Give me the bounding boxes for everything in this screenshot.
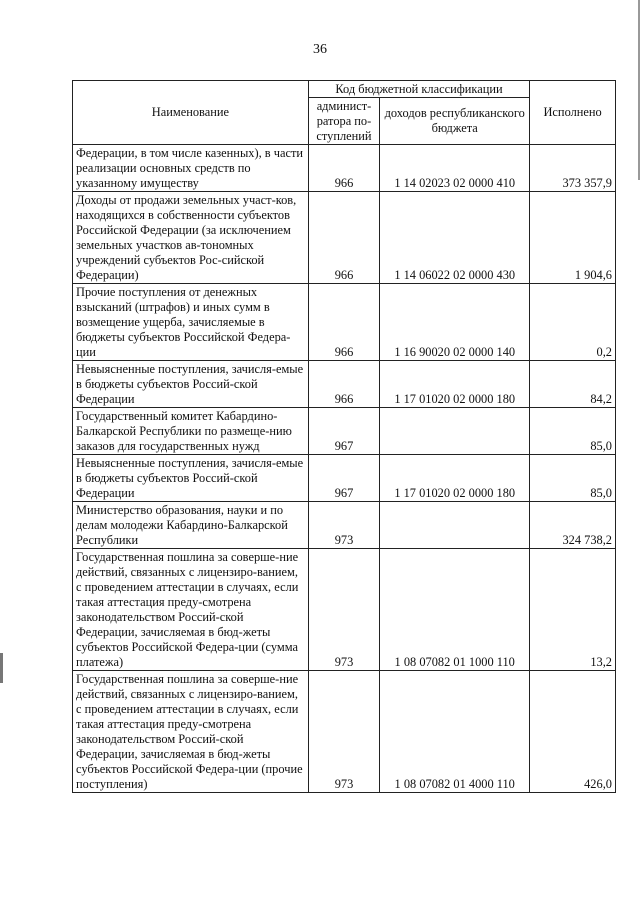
row-income-code — [380, 502, 530, 549]
row-name: Министерство образования, науки и по делам молодежи Кабардино-Балкарской Республики — [73, 502, 309, 549]
row-admin-code: 966 — [308, 145, 379, 192]
budget-table — [72, 80, 616, 793]
table-row — [73, 361, 616, 408]
row-name: Невыясненные поступления, зачисля-емые в бюджеты субъектов Россий-ской Федерации — [73, 455, 309, 502]
row-executed: 13,2 — [530, 549, 616, 671]
row-admin-code: 967 — [308, 408, 379, 455]
table-row — [73, 192, 616, 284]
row-executed: 324 738,2 — [530, 502, 616, 549]
row-income-code: 1 16 90020 02 0000 140 — [380, 284, 530, 361]
row-admin-code: 973 — [308, 671, 379, 793]
page-number: 36 — [313, 42, 327, 57]
table-row — [73, 408, 616, 455]
row-income-code: 1 17 01020 02 0000 180 — [380, 455, 530, 502]
header-name: Наименование — [73, 81, 309, 145]
row-admin-code: 973 — [308, 502, 379, 549]
row-admin-code: 966 — [308, 361, 379, 408]
header-classification-group: Код бюджетной классификации — [308, 81, 529, 98]
row-income-code: 1 17 01020 02 0000 180 — [380, 361, 530, 408]
table-row — [73, 671, 616, 793]
row-name: Федерации, в том числе казенных), в части реализации основных средств по указанному имуществу — [73, 145, 309, 192]
header-executed: Исполнено — [530, 81, 616, 145]
table-row — [73, 145, 616, 192]
row-name: Невыясненные поступления, зачисля-емые в бюджеты субъектов Россий-ской Федерации — [73, 361, 309, 408]
row-income-code: 1 08 07082 01 1000 110 — [380, 549, 530, 671]
row-admin-code: 967 — [308, 455, 379, 502]
row-executed: 0,2 — [530, 284, 616, 361]
header-admin: админист-ратора по-ступлений — [308, 98, 379, 145]
row-admin-code: 966 — [308, 192, 379, 284]
row-income-code: 1 14 06022 02 0000 430 — [380, 192, 530, 284]
table-row — [73, 549, 616, 671]
row-admin-code: 973 — [308, 549, 379, 671]
table-row — [73, 284, 616, 361]
row-executed: 85,0 — [530, 408, 616, 455]
row-income-code: 1 14 02023 02 0000 410 — [380, 145, 530, 192]
row-executed: 84,2 — [530, 361, 616, 408]
header-code: доходов республиканского бюджета — [380, 98, 530, 145]
row-executed: 426,0 — [530, 671, 616, 793]
row-name: Государственная пошлина за соверше-ние действий, связанных с лицензиро-ванием, с проведением аттестации в случаях, если такая аттестация преду-смотрена законодательством Россий-ской Федерации, зачисляемая в бюд-жеты субъектов Российской Федера-ции (прочие поступления) — [73, 671, 309, 793]
table-row — [73, 502, 616, 549]
row-income-code — [380, 408, 530, 455]
row-admin-code: 966 — [308, 284, 379, 361]
scan-edge-mark — [0, 653, 3, 683]
row-name: Государственный комитет Кабардино-Балкарской Республики по размеще-нию заказов для государственных нужд — [73, 408, 309, 455]
row-executed: 1 904,6 — [530, 192, 616, 284]
row-name: Доходы от продажи земельных участ-ков, находящихся в собственности субъектов Российской Федерации (за исключением земельных участков ав-тономных учреждений субъектов Рос-сийской Федерации) — [73, 192, 309, 284]
row-name: Прочие поступления от денежных взысканий (штрафов) и иных сумм в возмещение ущерба, зачисляемые в бюджеты субъектов Российской Федера-ции — [73, 284, 309, 361]
table-body — [73, 145, 616, 793]
row-executed: 85,0 — [530, 455, 616, 502]
table-row — [73, 455, 616, 502]
row-name: Государственная пошлина за соверше-ние действий, связанных с лицензиро-ванием, с проведением аттестации в случаях, если такая аттестация преду-смотрена законодательством Россий-ской Федерации, зачисляемая в бюд-жеты субъектов Российской Федера-ции (сумма платежа) — [73, 549, 309, 671]
row-executed: 373 357,9 — [530, 145, 616, 192]
row-income-code: 1 08 07082 01 4000 110 — [380, 671, 530, 793]
